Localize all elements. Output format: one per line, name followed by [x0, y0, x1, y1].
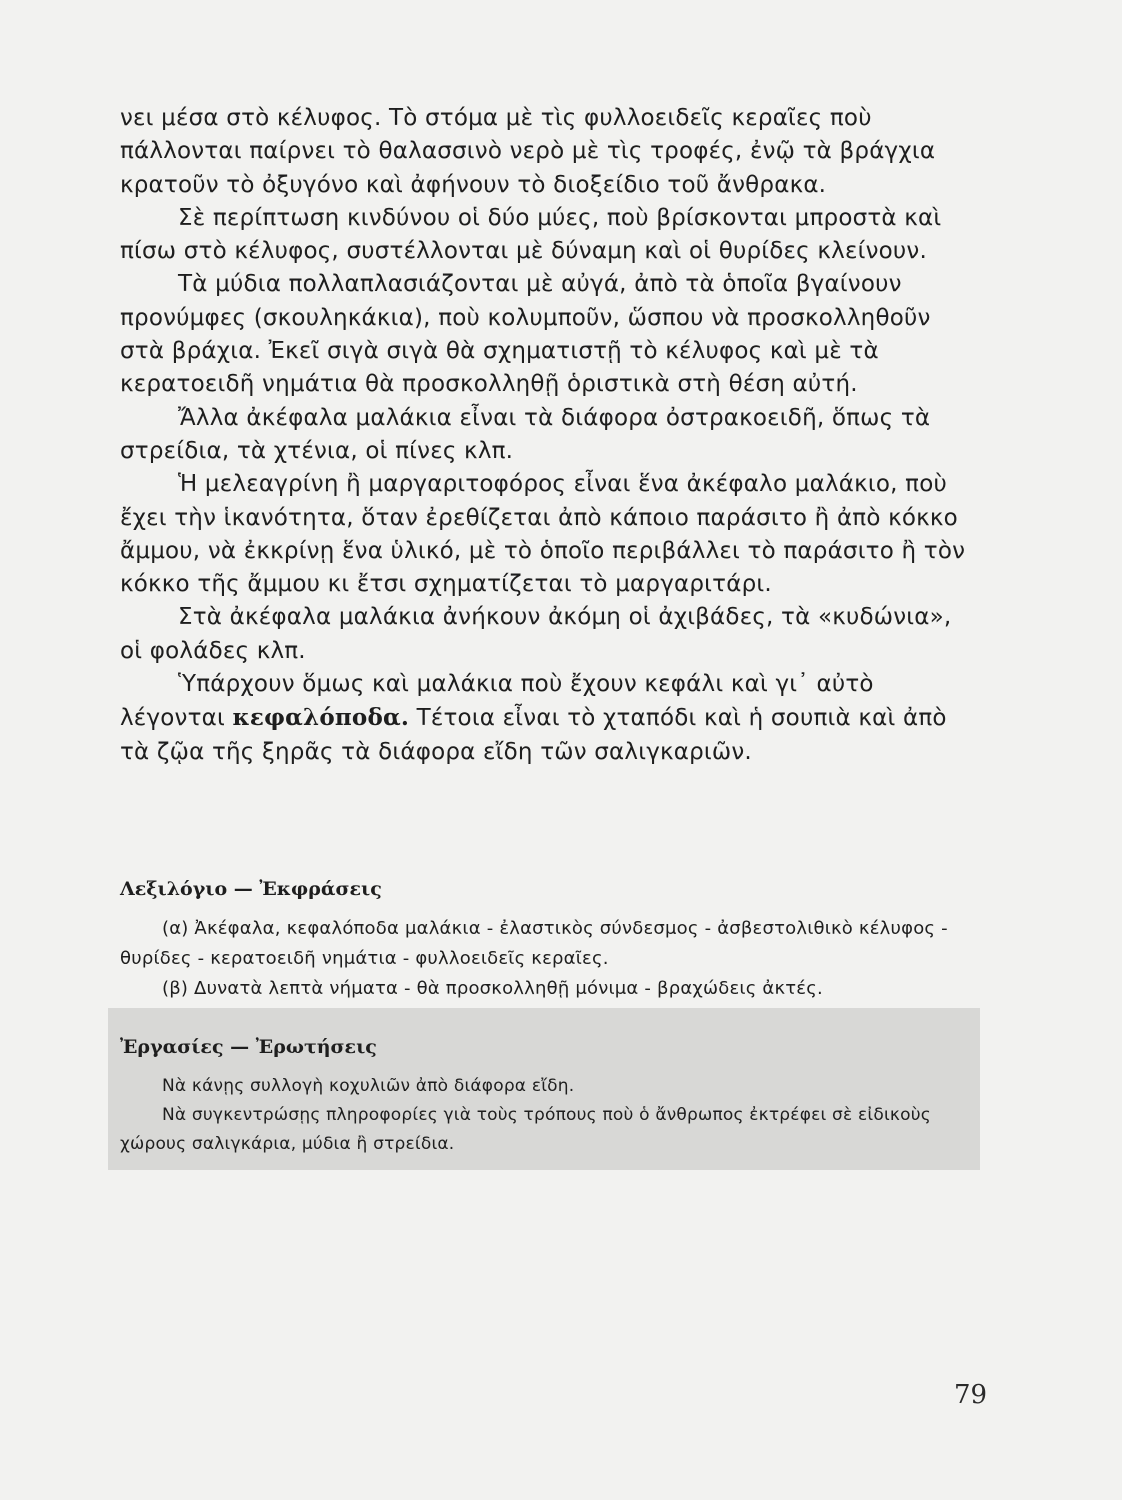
paragraph-7-end: Τέτοια εἶναι τὸ χταπόδι καὶ ἡ σουπιὰ καὶ ἀπὸ τὰ ζῷα τῆς ξηρᾶς τὰ διάφορα εἴδη τῶν σαλιγκαριῶν.	[120, 705, 947, 765]
paragraph-7	[120, 668, 980, 769]
paragraph-4: Ἄλλα ἀκέφαλα μαλάκια εἶναι τὰ διάφορα ὀστρακοειδῆ, ὅπως τὰ στρείδια, τὰ χτένια, οἱ πίνες κλπ.	[120, 404, 931, 464]
paragraph-7-start: Ὑπάρχουν ὅμως καὶ μαλάκια ποὺ ἔχουν κεφάλι καὶ γι᾿ αὐτὸ λέγονται	[120, 671, 874, 732]
exercise-2: Νὰ συγκεντρώσῃς πληροφορίες γιὰ τοὺς τρόπους ποὺ ὁ ἄνθρωπος ἐκτρέφει σὲ εἰδικοὺς χώρους σαλιγκάρια, μύδια ἢ στρείδια.	[120, 1105, 931, 1154]
vocabulary-item-a: (α) Ἀκέφαλα, κεφαλόποδα μαλάκια - ἐλαστικὸς σύνδεσμος - ἀσβεστολιθικὸ κέλυφος - θυρίδες - κερατοειδῆ νημάτια - φυλλοειδεῖς κεραῖες.	[120, 918, 948, 969]
vocabulary-item-b: (β) Δυνατὰ λεπτὰ νήματα - θὰ προσκολληθῇ μόνιμα - βραχώδεις ἀκτές.	[162, 978, 823, 999]
vocabulary-heading: Λεξιλόγιο — Ἐκφράσεις	[120, 878, 382, 900]
paragraph-6: Στὰ ἀκέφαλα μαλάκια ἀνήκουν ἀκόμη οἱ ἀχιβάδες, τὰ «κυδώνια», οἱ φολάδες κλπ.	[120, 604, 952, 664]
paragraph-2: Σὲ περίπτωση κινδύνου οἱ δύο μύες, ποὺ βρίσκονται μπροστὰ καὶ πίσω στὸ κέλυφος, συστέλλονται μὲ δύναμη καὶ οἱ θυρίδες κλείνουν.	[120, 204, 942, 265]
paragraph-1: νει μέσα στὸ κέλυφος. Τὸ στόμα μὲ τὶς φυλλοειδεῖς κεραῖες ποὺ πάλλονται παίρνει τὸ θαλασσινὸ νερὸ μὲ τὶς τροφές, ἐνῷ τὰ βράγχια κρατοῦν τὸ ὀξυγόνο καὶ ἀφήνουν τὸ διοξείδιο τοῦ ἄνθρακα.	[120, 105, 936, 198]
vocabulary-section	[120, 878, 980, 1004]
exercise-1: Νὰ κάνῃς συλλογὴ κοχυλιῶν ἀπὸ διάφορα εἴδη.	[162, 1076, 575, 1096]
paragraph-3: Τὰ μύδια πολλαπλασιάζονται μὲ αὐγά, ἀπὸ τὰ ὁποῖα βγαίνουν προνύμφες (σκουληκάκια), ποὺ κολυμποῦν, ὥσπου νὰ προσκολληθοῦν στὰ βράχια. Ἐκεῖ σιγὰ σιγὰ θὰ σχηματιστῇ τὸ κέλυφος καὶ μὲ τὰ κερατοειδῆ νημάτια θὰ προσκολληθῇ ὁριστικὰ στὴ θέση αὐτή.	[120, 271, 931, 398]
exercises-box	[108, 1008, 980, 1170]
paragraph-5: Ἡ μελεαγρίνη ἢ μαργαριτοφόρος εἶναι ἕνα ἀκέφαλο μαλάκιο, ποὺ ἔχει τὴν ἱκανότητα, ὅταν ἐρεθίζεται ἀπὸ κάποιο παράσιτο ἢ ἀπὸ κόκκο ἄμμου, νὰ ἐκκρίνῃ ἕνα ὑλικό, μὲ τὸ ὁποῖο περιβάλλει τὸ παράσιτο ἢ τὸν κόκκο τῆς ἄμμου κι ἔτσι σχηματίζεται τὸ μαργαριτάρι.	[120, 471, 966, 598]
main-text	[120, 102, 980, 769]
exercises-heading: Ἐργασίες — Ἐρωτήσεις	[120, 1036, 377, 1058]
page-number: 79	[954, 1380, 988, 1410]
bold-term: κεφαλόποδα.	[232, 704, 410, 732]
